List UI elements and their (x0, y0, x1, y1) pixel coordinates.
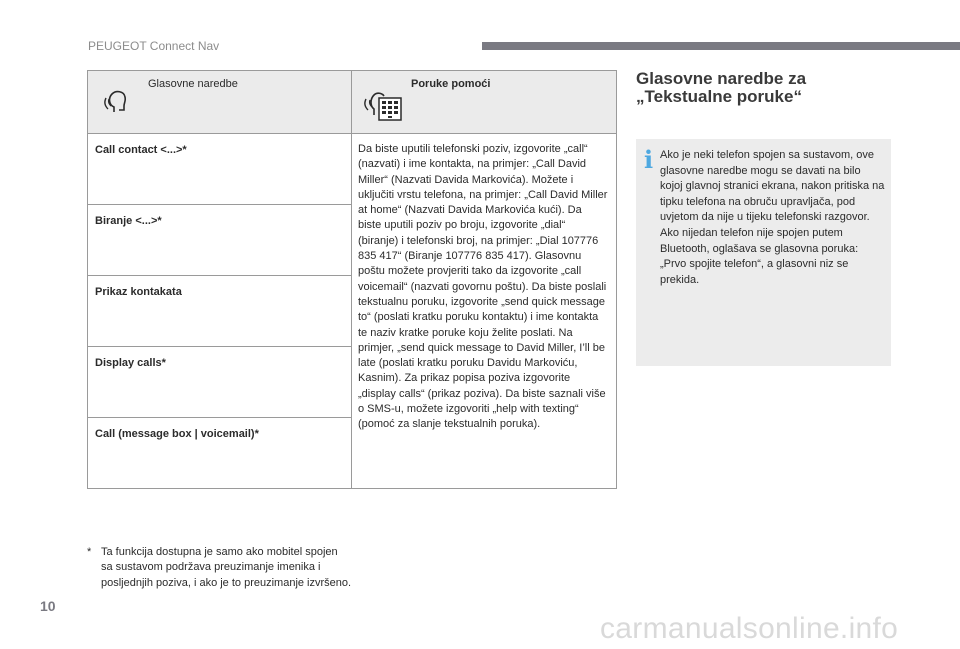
command-display-calls: Display calls* (95, 357, 166, 369)
command-call-voicemail: Call (message box | voicemail)* (95, 428, 259, 440)
section-title-line1: Glasovne naredbe za (636, 69, 807, 88)
info-text (660, 148, 885, 288)
voice-speech-icon (102, 85, 136, 119)
info-paragraph-1: Ako je neki telefon spojen sa sustavom, ove glasovne naredbe mogu se davati na bilo kojoj glavnoj stranici ekrana, nakon pritiska na tipku telefona na obruču upravljača, pod uvjetom da nije u tijeku telefonski razgovor. (660, 149, 885, 224)
table-row (88, 134, 352, 205)
command-dial: Biranje <...>* (95, 215, 162, 227)
table-row (88, 418, 352, 489)
info-icon: i (644, 145, 654, 174)
help-message-text: Da biste uputili telefonski poziv, izgovorite „call“ (nazvati) i ime kontakta, na primjer: „Call David Miller“ (Nazvati Davida Markovića). Možete i uključiti vrstu telefona, na primjer: „Call David Miller at home“ (Nazvati Davida Markovića kući). Da biste uputili poziv po broju, izgovorite „dial“ (biranje) i telefonski broj, na primjer: „Dial 107776 835 417“ (Biranje 107776 835 417). Glasovnu poštu možete provjeriti tako da izgovorite „call voicemail“ (nazvati govornu poštu). Da biste poslali tekstualnu poruku, izgovorite „send quick message to“ (poslati kratku poruku kontaktu) i ime kontakta te naziv kratke poruke koju želite poslati. Na primjer, „send quick message to David Miller, I’ll be late (poslati kratku poruku Davidu Markoviću, Kasnim). Za prikaz popisa poziva izgovorite „display calls“ (prikaz poziva). Da biste saznali više o SMS-u, možete izgovoriti „help with texting“ (pomoć za slanje tekstualnih poruka). (358, 143, 608, 431)
table-header-commands (88, 71, 352, 134)
table-row (88, 347, 352, 418)
help-message-cell (352, 134, 617, 489)
voice-command-table (87, 70, 617, 489)
info-box (636, 139, 891, 366)
manual-header-title: PEUGEOT Connect Nav (88, 39, 220, 53)
page-number: 10 (40, 598, 56, 614)
header-bar (482, 42, 960, 50)
footnote (87, 545, 352, 591)
table-row (88, 276, 352, 347)
section-title-line2: „Tekstualne poruke“ (636, 87, 802, 106)
command-call-contact: Call contact <...>* (95, 144, 187, 156)
section-title (636, 70, 891, 106)
watermark: carmanualsonline.info (600, 612, 899, 645)
help-column-header: Poruke pomoći (411, 78, 491, 90)
command-display-contacts: Prikaz kontakata (95, 286, 182, 298)
voice-phone-keypad-icon (362, 85, 404, 125)
footnote-marker: * (87, 546, 92, 558)
commands-column-header: Glasovne naredbe (148, 78, 238, 90)
table-header-help (352, 71, 617, 134)
info-paragraph-2: Ako nijedan telefon nije spojen putem Bluetooth, oglašava se glasovna poruka: „Prvo spojite telefon“, a glasovni niz se prekida. (660, 226, 859, 286)
table-row (88, 205, 352, 276)
footnote-text: Ta funkcija dostupna je samo ako mobitel spojen sa sustavom podržava preuzimanje imenika i posljednjih poziva, i ako je to preuzimanje izvršeno. (101, 546, 352, 589)
